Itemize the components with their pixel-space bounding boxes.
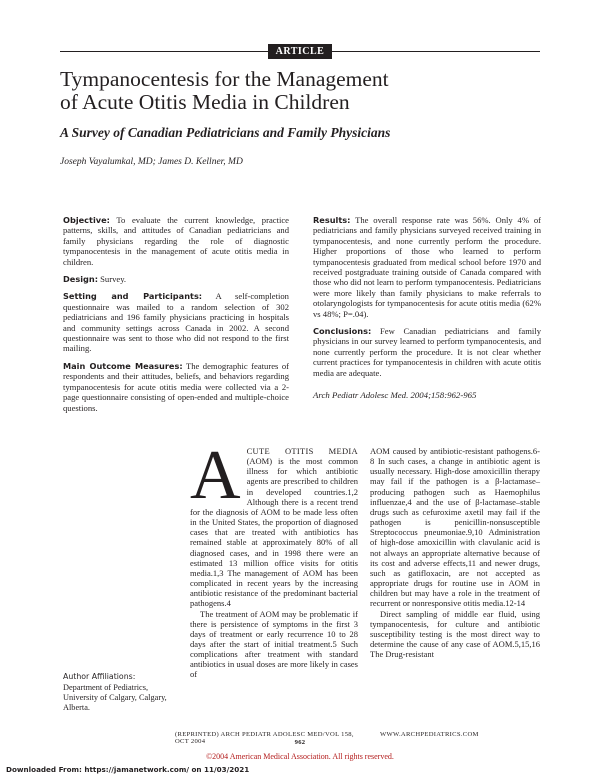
- abstract-left-column: [63, 215, 289, 420]
- copyright-notice: ©2004 American Medical Association. All rights reserved.: [206, 752, 394, 761]
- author-affiliations: [63, 672, 183, 713]
- journal-citation: Arch Pediatr Adolesc Med. 2004;158:962-965: [313, 390, 477, 400]
- abstract-setting: [63, 291, 289, 353]
- article-subtitle: A Survey of Canadian Pediatricians and Family Physicians: [60, 125, 391, 140]
- article-title: [60, 68, 540, 113]
- abstract-conclusions: [313, 326, 541, 378]
- body-column-1: [190, 437, 358, 680]
- body-paragraph: Direct sampling of middle ear fluid, using tympanocentesis, for culture and antibiotic susceptibility testing is the most direct way to determine the cause of any case of AOM.5,15,16 The Drug-resistant: [370, 608, 540, 660]
- abstract-outcome: [63, 361, 289, 413]
- outcome-label: Main Outcome Measures:: [63, 360, 183, 371]
- body-paragraph: [190, 437, 358, 609]
- affiliations-title: Author Affiliations:: [63, 672, 136, 681]
- design-text: Survey.: [98, 274, 127, 285]
- title-line-1: Tympanocentesis for the Management: [60, 67, 389, 91]
- results-label: Results:: [313, 215, 351, 225]
- header-rule-left: [60, 51, 268, 52]
- design-label: Design:: [63, 274, 98, 285]
- affiliations-text: Department of Pediatrics, University of Calgary, Calgary, Alberta.: [63, 683, 167, 712]
- objective-text: To evaluate the current knowledge, practice patterns, skills, and attitudes of Canadian pediatricians and family physicians regarding the role of diagnostic tympanocentesis in the management of acute otitis media in children.: [63, 215, 289, 267]
- abstract-right-column: [313, 215, 541, 385]
- footer-website[interactable]: WWW.ARCHPEDIATRICS.COM: [380, 731, 479, 738]
- setting-label: Setting and Participants:: [63, 291, 203, 302]
- page-number: 962: [294, 739, 306, 746]
- body-column-2: [370, 446, 540, 659]
- outcome-text: The demographic features of respondents and their attitudes, beliefs, and behaviors regarding tympanocentesis for acute otitis media were collected via a 2-page questionnaire consisting of open-ended and multiple-choice questions.: [63, 360, 289, 413]
- body-paragraph: The treatment of AOM may be problematic if there is persistence of symptoms in the first 3 days of treatment or early recurrence 10 to 28 days after the start of initial treatment.5 Such complications after treatment with standard antibiotics in usual doses are more likely in cases of: [190, 608, 358, 680]
- abstract-results: [313, 215, 541, 319]
- conclusions-label: Conclusions:: [313, 326, 372, 337]
- objective-label: Objective:: [63, 215, 110, 225]
- abstract-objective: [63, 215, 289, 267]
- conclusions-text: Few Canadian pediatricians and family physicians in our survey learned to perform tympanocentesis, and none currently perform the procedure. It is not clear whether current practices for tympanocentesis in children with acute otitis media are adequate.: [313, 326, 541, 378]
- drop-cap: A: [190, 437, 241, 514]
- body-paragraph: AOM caused by antibiotic-resistant pathogens.6-8 In such cases, a change in antibiotic agent is usually necessary. High-dose amoxicillin therapy may fail if the pathogen is a β-lactamase–producing pathogen such as Haemophilus influenzae,4 and the use of β-lactamase–stable drugs such as cefuroxime axetil may fail if the pathogen is penicillin-nonsusceptible Streptococcus pneumoniae.9,10 Administration of high-dose amoxicillin with clavulanic acid is not always an appropriate alternative because of its cost and adverse effects,11 and newer drugs, such as gatifloxacin, are not accepted as appropriate drugs for routine use in AOM in children but may have a role in the treatment of recurrent or nonresponsive otitis media.12-14: [370, 446, 540, 609]
- lead-small-caps: CUTE OTITIS MEDIA: [246, 446, 358, 456]
- title-line-2: of Acute Otitis Media in Children: [60, 89, 350, 114]
- results-text: The overall response rate was 56%. Only 4% of pediatricians and family physicians surveyed received training in tympanocentesis, and none currently perform the procedure. Higher proportions of those who learned to perform tympanocentesis graduated from medical school before 1970 and received postgraduate training outside of Canada compared with those who did not learn to perform tympanocentesis. Pediatricians were more likely than family physicians to make referrals to otolaryngologists for tympanocentesis for acute otitis media (62% vs 48%; P=.04).: [313, 215, 541, 319]
- article-label: ARTICLE: [268, 44, 332, 59]
- abstract-design: [63, 274, 289, 284]
- setting-text: A self-completion questionnaire was mailed to a random selection of 302 pediatricians and 196 family physicians practicing in hospitals and community settings across Canada in 2002. A second questionnaire was sent to those who did not respond to the first mailing.: [63, 291, 289, 354]
- header-rule-right: [332, 51, 540, 52]
- footer-journal: (REPRINTED) ARCH PEDIATR ADOLESC MED/VOL 158, OCT 2004: [175, 731, 354, 745]
- body-text: (AOM) is the most common illness for which antibiotic agents are prescribed to children in developed countries.1,2 Although there is a recent trend for the diagnosis of AOM to be made less often in the United States, the proportion of diagnosed cases that are treated with antibiotics has remained stable at approximately 80% of all diagnosed cases, and in 1998 there were an estimated 13 million office visits for otitis media.1,3 The management of AOM has been complicated in recent years by the increasing antibiotic resistance of the predominant bacterial pathogens.4: [190, 456, 358, 609]
- author-list: Joseph Vayalumkal, MD; James D. Kellner, MD: [60, 157, 243, 167]
- download-notice: Downloaded From: https://jamanetwork.com/ on 11/03/2021: [6, 765, 250, 774]
